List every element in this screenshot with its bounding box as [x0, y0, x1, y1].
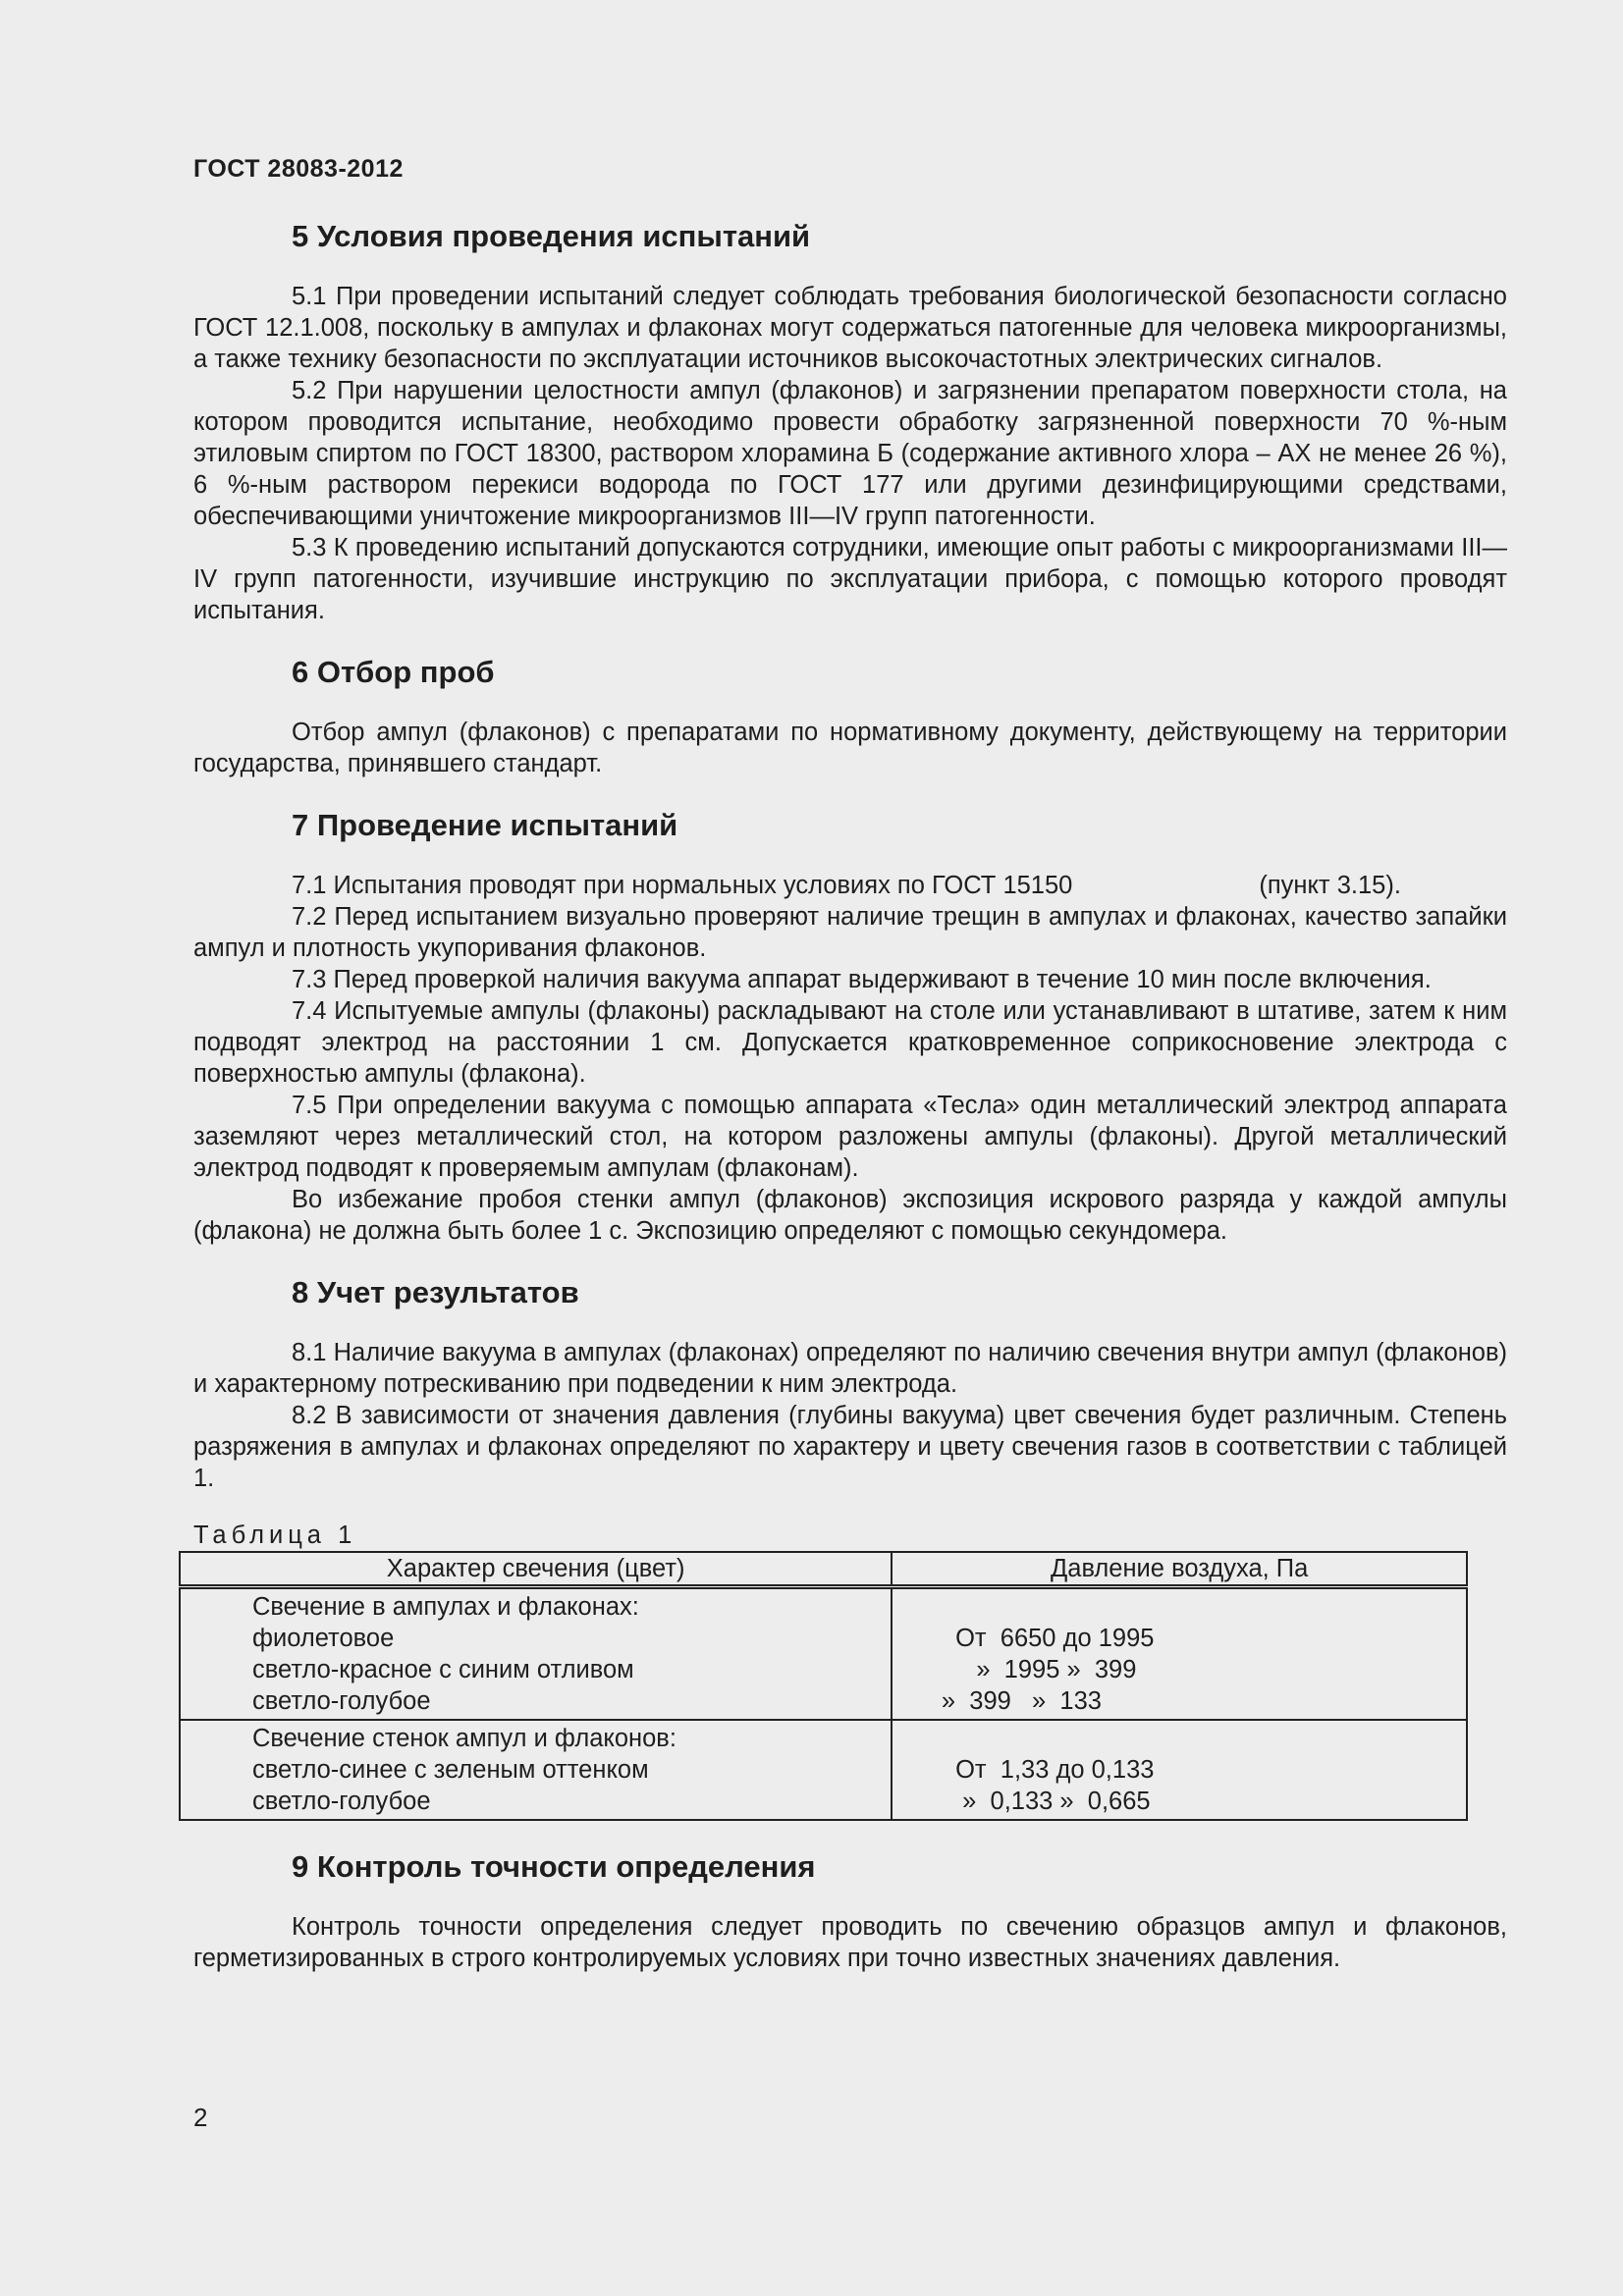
table-cell-pressure — [892, 1720, 1467, 1820]
pressure-line: » 0,133 » 0,665 — [893, 1788, 1151, 1815]
paragraph-7-1-ref: (пункт 3.15). — [1259, 872, 1401, 899]
section-title: 6 Отбор проб — [292, 655, 495, 689]
pressure-line: » 1995 » 399 — [893, 1656, 1137, 1683]
section-8 — [193, 1270, 1507, 1821]
glow-line: светло-красное с синим отливом — [252, 1656, 634, 1683]
pressure-line: От 1,33 до 0,133 — [893, 1756, 1155, 1784]
pressure-line — [893, 1591, 1466, 1623]
paragraph-5-1: 5.1 При проведении испытаний следует соблюдать требования биологической безопасности согласно ГОСТ 12.1.008, поскольку в ампулах и флаконах могут содержаться патогенные для человека микроорганизмы, а также технику безопасности по эксплуатации источников высокочастотных электрических сигналов. — [193, 283, 1507, 373]
table-row — [180, 1587, 1467, 1721]
paragraph-8-2: 8.2 В зависимости от значения давления (глубины вакуума) цвет свечения будет различным. Степень разряжения в ампулах и флаконах определяют по характеру и цвету свечения газов в соответствии с таблицей 1. — [193, 1402, 1507, 1492]
pressure-line: » 399 » 133 — [893, 1687, 1102, 1715]
paragraph-5-2: 5.2 При нарушении целостности ампул (флаконов) и загрязнении препаратом поверхности стола, на котором проводится испытание, необходимо провести обработку загрязненной поверхности 70 %-ным этиловым спиртом по ГОСТ 18300, раствором хлорамина Б (содержание активного хлора – АХ не менее 26 %), 6 %-ным раствором перекиси водорода по ГОСТ 177 или другими дезинфицирующими средствами, обеспечивающими уничтожение микроорганизмов III—IV групп патогенности. — [193, 377, 1507, 530]
glow-line: Свечение стенок ампул и флаконов: — [252, 1725, 676, 1752]
pressure-line — [893, 1723, 1466, 1754]
section-title: 9 Контроль точности определения — [292, 1849, 816, 1884]
glow-line: светло-голубое — [252, 1687, 431, 1715]
table-header-row — [180, 1552, 1467, 1587]
table-header-glow: Характер свечения (цвет) — [180, 1552, 892, 1587]
glow-line: светло-голубое — [252, 1788, 431, 1815]
section-7 — [193, 803, 1507, 1247]
paragraph-9: Контроль точности определения следует проводить по свечению образцов ампул и флаконов, герметизированных в строго контролируемых условиях при точно известных значениях давления. — [193, 1913, 1507, 1972]
glow-line: фиолетовое — [252, 1625, 395, 1652]
paragraph-7-4: 7.4 Испытуемые ампулы (флаконы) раскладывают на столе или устанавливают в штативе, затем к ним подводят электрод на расстоянии 1 см. Допускается кратковременное соприкосновение электрода с поверхностью ампулы (флакона). — [193, 997, 1507, 1088]
section-5 — [193, 214, 1507, 626]
paragraph-5-3: 5.3 К проведению испытаний допускаются сотрудники, имеющие опыт работы с микроорганизмами III—IV групп патогенности, изучившие инструкцию по эксплуатации прибора, с помощью которого проводят испытания. — [193, 534, 1507, 624]
glow-line: светло-синее с зеленым оттенком — [252, 1756, 649, 1784]
document-body — [193, 214, 1507, 1974]
table-header-pressure: Давление воздуха, Па — [892, 1552, 1467, 1587]
section-title: 5 Условия проведения испытаний — [292, 219, 811, 253]
paragraph-7-2: 7.2 Перед испытанием визуально проверяют наличие трещин в ампулах и флаконах, качество запайки ампул и плотность укупоривания флаконов. — [193, 903, 1507, 962]
pressure-line: От 6650 до 1995 — [893, 1625, 1155, 1652]
glow-pressure-table — [179, 1551, 1468, 1821]
paragraph-7-5: 7.5 При определении вакуума с помощью аппарата «Тесла» один металлический электрод аппарата заземляют через металлический стол, на котором разложены ампулы (флаконы). Другой металлический электрод подводят к проверяемым ампулам (флаконам). — [193, 1092, 1507, 1182]
paragraph-6: Отбор ампул (флаконов) с препаратами по нормативному документу, действующему на территории государства, принявшего стандарт. — [193, 719, 1507, 777]
section-title: 7 Проведение испытаний — [292, 808, 678, 842]
paragraph-7-3: 7.3 Перед проверкой наличия вакуума аппарат выдерживают в течение 10 мин после включения. — [292, 966, 1432, 993]
section-9 — [193, 1844, 1507, 1974]
table-cell-pressure — [892, 1587, 1467, 1721]
paragraph-7-1 — [193, 870, 1507, 901]
glow-line: Свечение в ампулах и флаконах: — [252, 1593, 639, 1621]
paragraph-7-1-main: 7.1 Испытания проводят при нормальных условиях по ГОСТ 15150 — [292, 872, 1073, 899]
page-number: 2 — [193, 2103, 208, 2132]
document-code: ГОСТ 28083-2012 — [193, 155, 404, 183]
table-cell-glow — [180, 1587, 892, 1721]
table-row — [180, 1720, 1467, 1820]
section-title: 8 Учет результатов — [292, 1275, 579, 1309]
section-6 — [193, 650, 1507, 779]
table-cell-glow — [180, 1720, 892, 1820]
table-caption: Таблица 1 — [193, 1522, 357, 1549]
paragraph-7-5-note: Во избежание пробоя стенки ампул (флаконов) экспозиция искрового разряда у каждой ампулы (флакона) не должна быть более 1 с. Экспозицию определяют с помощью секундомера. — [193, 1186, 1507, 1245]
paragraph-8-1: 8.1 Наличие вакуума в ампулах (флаконах) определяют по наличию свечения внутри ампул (флаконов) и характерному потрескиванию при подведении к ним электрода. — [193, 1339, 1507, 1398]
